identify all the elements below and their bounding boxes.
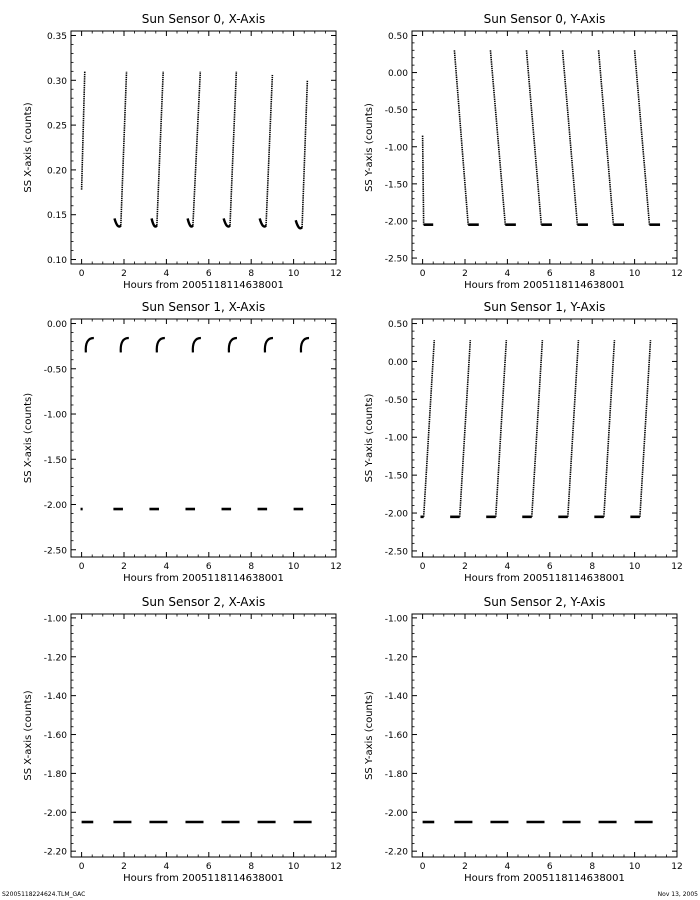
x-tick-label: 2 bbox=[462, 562, 468, 572]
y-tick-label: -2.20 bbox=[43, 847, 67, 858]
y-tick-label: 0.00 bbox=[387, 69, 408, 80]
data-trace bbox=[82, 71, 85, 189]
x-axis-label: Hours from 2005118114638001 bbox=[464, 573, 625, 584]
y-tick-label: -1.20 bbox=[384, 653, 408, 664]
data-trace bbox=[193, 71, 200, 225]
y-tick-label: -2.50 bbox=[384, 254, 408, 265]
y-tick-label: 0.35 bbox=[46, 31, 67, 42]
y-tick-label: -1.00 bbox=[384, 614, 408, 625]
y-tick-label: 0.10 bbox=[46, 256, 67, 267]
y-axis-label: SS Y-axis (counts) bbox=[364, 103, 375, 192]
x-tick-label: 10 bbox=[628, 862, 641, 872]
y-axis-label: SS Y-axis (counts) bbox=[364, 393, 375, 483]
x-tick-label: 8 bbox=[589, 269, 596, 279]
data-trace bbox=[563, 50, 578, 224]
x-tick-label: 6 bbox=[205, 269, 212, 279]
data-arc bbox=[157, 338, 165, 352]
x-tick-label: 12 bbox=[330, 862, 342, 872]
x-tick-label: 4 bbox=[504, 562, 511, 572]
data-trace bbox=[424, 340, 435, 517]
y-tick-label: 0.00 bbox=[46, 320, 67, 331]
chart-panel bbox=[364, 300, 683, 584]
x-tick-label: 6 bbox=[546, 862, 553, 872]
y-tick-label: 0.15 bbox=[46, 211, 67, 222]
y-tick-label: -2.50 bbox=[384, 547, 408, 558]
plot-frame bbox=[412, 31, 677, 264]
data-arc bbox=[301, 338, 309, 352]
y-tick-label: 0.30 bbox=[46, 76, 67, 87]
plot-frame bbox=[71, 319, 336, 557]
x-tick-label: 12 bbox=[671, 269, 683, 279]
data-hook bbox=[260, 218, 266, 226]
data-arc bbox=[86, 338, 94, 352]
data-trace bbox=[490, 50, 505, 224]
y-tick-label: -1.60 bbox=[43, 731, 67, 742]
data-trace bbox=[604, 340, 615, 517]
y-tick-label: -2.00 bbox=[384, 808, 408, 819]
y-tick-label: -2.00 bbox=[43, 501, 67, 512]
data-trace bbox=[266, 75, 272, 226]
chart-title: Sun Sensor 0, Y-Axis bbox=[483, 12, 606, 26]
data-arc bbox=[193, 338, 201, 352]
x-tick-label: 10 bbox=[287, 862, 300, 872]
y-tick-label: -1.00 bbox=[384, 433, 408, 444]
x-tick-label: 10 bbox=[287, 269, 300, 279]
chart-title: Sun Sensor 2, Y-Axis bbox=[483, 595, 606, 609]
data-trace bbox=[157, 71, 163, 225]
x-tick-label: 12 bbox=[330, 562, 342, 572]
x-axis-label: Hours from 2005118114638001 bbox=[123, 873, 284, 884]
y-tick-label: 0.00 bbox=[387, 357, 408, 368]
footer-date: Nov 13, 2005 bbox=[657, 891, 698, 898]
data-arc bbox=[229, 338, 237, 352]
data-trace bbox=[568, 340, 579, 517]
x-tick-label: 6 bbox=[546, 562, 553, 572]
y-tick-label: -0.50 bbox=[384, 106, 408, 117]
data-arc bbox=[121, 338, 129, 352]
x-tick-label: 2 bbox=[462, 862, 468, 872]
data-trace bbox=[496, 340, 507, 517]
data-trace bbox=[526, 50, 541, 224]
data-hook bbox=[224, 218, 230, 226]
data-trace bbox=[423, 136, 424, 225]
x-tick-label: 2 bbox=[462, 269, 468, 279]
y-tick-label: -1.40 bbox=[43, 692, 67, 703]
y-tick-label: -0.50 bbox=[43, 365, 67, 376]
chart-panel bbox=[23, 595, 342, 884]
chart-panel bbox=[23, 12, 342, 291]
x-tick-label: 8 bbox=[248, 562, 255, 572]
data-hook bbox=[188, 218, 193, 226]
y-tick-label: -2.50 bbox=[43, 546, 67, 557]
x-tick-label: 0 bbox=[78, 862, 85, 872]
y-axis-label: SS Y-axis (counts) bbox=[364, 691, 375, 780]
chart-title: Sun Sensor 2, X-Axis bbox=[141, 595, 266, 609]
chart-panel bbox=[364, 595, 683, 884]
data-trace bbox=[460, 340, 471, 517]
y-tick-label: -1.80 bbox=[384, 769, 408, 780]
y-tick-label: 0.50 bbox=[387, 320, 408, 331]
y-tick-label: -2.00 bbox=[384, 217, 408, 228]
x-tick-label: 0 bbox=[419, 562, 426, 572]
y-tick-label: 0.50 bbox=[387, 31, 408, 42]
chart-title: Sun Sensor 1, Y-Axis bbox=[483, 300, 606, 314]
y-tick-label: -1.00 bbox=[43, 410, 67, 421]
x-tick-label: 0 bbox=[419, 269, 426, 279]
x-axis-label: Hours from 2005118114638001 bbox=[123, 280, 284, 291]
x-tick-label: 8 bbox=[248, 269, 255, 279]
chart-title: Sun Sensor 1, X-Axis bbox=[141, 300, 266, 314]
y-tick-label: 0.20 bbox=[46, 166, 67, 177]
x-tick-label: 2 bbox=[121, 562, 127, 572]
y-tick-label: -2.20 bbox=[384, 847, 408, 858]
x-tick-label: 12 bbox=[671, 862, 683, 872]
y-tick-label: -1.00 bbox=[384, 143, 408, 154]
x-axis-label: Hours from 2005118114638001 bbox=[123, 573, 284, 584]
data-trace bbox=[599, 50, 614, 224]
x-tick-label: 6 bbox=[205, 862, 212, 872]
x-tick-label: 8 bbox=[589, 562, 596, 572]
x-tick-label: 2 bbox=[121, 269, 127, 279]
data-trace bbox=[121, 71, 127, 225]
y-tick-label: -1.40 bbox=[384, 692, 408, 703]
x-tick-label: 0 bbox=[78, 269, 85, 279]
y-tick-label: -1.60 bbox=[384, 731, 408, 742]
x-tick-label: 0 bbox=[78, 562, 85, 572]
x-axis-label: Hours from 2005118114638001 bbox=[464, 873, 625, 884]
y-tick-label: -1.80 bbox=[43, 769, 67, 780]
x-tick-label: 6 bbox=[205, 562, 212, 572]
x-tick-label: 4 bbox=[504, 862, 511, 872]
y-tick-label: -1.50 bbox=[43, 455, 67, 466]
x-tick-label: 12 bbox=[330, 269, 342, 279]
x-tick-label: 4 bbox=[163, 269, 170, 279]
data-hook bbox=[114, 218, 120, 226]
x-axis-label: Hours from 2005118114638001 bbox=[464, 280, 625, 291]
plot-frame bbox=[71, 614, 336, 857]
data-trace bbox=[532, 340, 543, 517]
y-tick-label: -1.50 bbox=[384, 471, 408, 482]
chart-panel bbox=[23, 300, 342, 584]
x-tick-label: 10 bbox=[628, 269, 641, 279]
plot-frame bbox=[71, 31, 336, 264]
x-tick-label: 4 bbox=[163, 862, 170, 872]
x-tick-label: 2 bbox=[121, 862, 127, 872]
data-trace bbox=[640, 340, 651, 517]
x-tick-label: 8 bbox=[589, 862, 596, 872]
data-hook bbox=[152, 218, 157, 226]
y-tick-label: -1.20 bbox=[43, 653, 67, 664]
y-axis-label: SS X-axis (counts) bbox=[23, 102, 34, 193]
data-hook bbox=[296, 220, 302, 228]
data-arc bbox=[265, 338, 273, 352]
data-trace bbox=[230, 71, 236, 225]
footer-filename: S2005118224624.TLM_GAC bbox=[2, 891, 86, 898]
y-tick-label: -2.00 bbox=[43, 808, 67, 819]
x-tick-label: 10 bbox=[628, 562, 641, 572]
y-axis-label: SS X-axis (counts) bbox=[23, 690, 34, 781]
y-tick-label: -0.50 bbox=[384, 395, 408, 406]
y-tick-label: -1.50 bbox=[384, 180, 408, 191]
y-tick-label: -2.00 bbox=[384, 509, 408, 520]
x-tick-label: 6 bbox=[546, 269, 553, 279]
y-tick-label: -1.00 bbox=[43, 614, 67, 625]
chart-panel bbox=[364, 12, 683, 291]
chart-title: Sun Sensor 0, X-Axis bbox=[141, 12, 266, 26]
data-trace bbox=[635, 50, 650, 224]
y-axis-label: SS X-axis (counts) bbox=[23, 392, 34, 484]
x-tick-label: 10 bbox=[287, 562, 300, 572]
plot-frame bbox=[412, 319, 677, 557]
y-tick-label: 0.25 bbox=[46, 121, 67, 132]
x-tick-label: 12 bbox=[671, 562, 683, 572]
data-trace bbox=[454, 50, 468, 224]
x-tick-label: 8 bbox=[248, 862, 255, 872]
plot-frame bbox=[412, 614, 677, 857]
x-tick-label: 4 bbox=[504, 269, 511, 279]
x-tick-label: 4 bbox=[163, 562, 170, 572]
x-tick-label: 0 bbox=[419, 862, 426, 872]
data-trace bbox=[302, 80, 307, 227]
